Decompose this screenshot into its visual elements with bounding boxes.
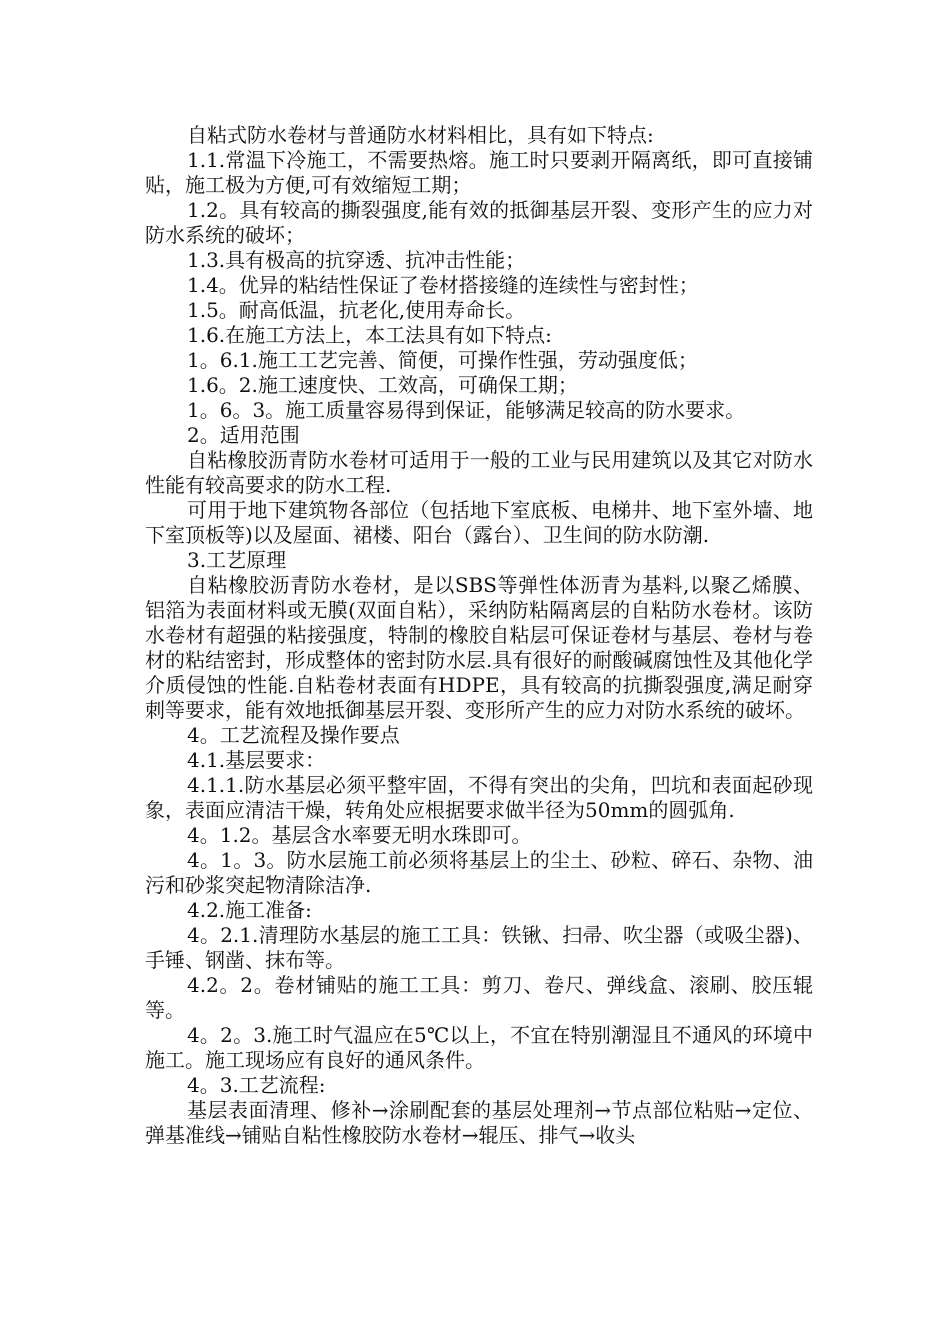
- document-body: [145, 123, 813, 1148]
- paragraph: 1.2。具有较高的撕裂强度,能有效的抵御基层开裂、变形产生的应力对防水系统的破坏；: [145, 198, 813, 247]
- paragraph: 4.2.施工准备:: [187, 898, 312, 922]
- paragraph: 4.1.1.防水基层必须平整牢固，不得有突出的尖角，凹坑和表面起砂现象，表面应清洁干燥，转角处应根据要求做半径为50mm的圆弧角.: [145, 773, 813, 822]
- paragraph: 自粘橡胶沥青防水卷材，是以SBS等弹性体沥青为基料,以聚乙烯膜、铝箔为表面材料或无膜(双面自粘），采纳防粘隔离层的自粘防水卷材。该防水卷材有超强的粘接强度，特制的橡胶自粘层可保证卷材与基层、卷材与卷材的粘结密封，形成整体的密封防水层.具有很好的耐酸碱腐蚀性及其他化学介质侵蚀的性能.自粘卷材表面有HDPE，具有较高的抗撕裂强度,满足耐穿刺等要求，能有效地抵御基层开裂、变形所产生的应力对防水系统的破坏。: [145, 573, 813, 722]
- section-heading: 4。工艺流程及操作要点: [187, 723, 400, 747]
- paragraph: 1.1.常温下冷施工，不需要热熔。施工时只要剥开隔离纸，即可直接铺贴，施工极为方便,可有效缩短工期；: [145, 148, 813, 197]
- paragraph: 基层表面清理、修补→涂刷配套的基层处理剂→节点部位粘贴→定位、弹基准线→铺贴自粘性橡胶防水卷材→辊压、排气→收头: [145, 1098, 813, 1147]
- paragraph: 4。3.工艺流程:: [187, 1073, 326, 1097]
- paragraph: 1.6.在施工方法上，本工法具有如下特点:: [187, 323, 552, 347]
- section-heading: 2。适用范围: [187, 423, 300, 447]
- paragraph: 自粘橡胶沥青防水卷材可适用于一般的工业与民用建筑以及其它对防水性能有较高要求的防水工程.: [145, 448, 813, 497]
- paragraph: 自粘式防水卷材与普通防水材料相比，具有如下特点:: [187, 123, 654, 147]
- paragraph: 4。2.1.清理防水基层的施工工具：铁锹、扫帚、吹尘器（或吸尘器)、手锤、钢凿、抹布等。: [145, 923, 813, 972]
- paragraph: 1.4。优异的粘结性保证了卷材搭接缝的连续性与密封性；: [187, 273, 699, 297]
- section-heading: 3.工艺原理: [187, 548, 287, 572]
- paragraph: 1.3.具有极高的抗穿透、抗冲击性能；: [187, 248, 526, 272]
- paragraph: 1。6。3。施工质量容易得到保证，能够满足较高的防水要求。: [187, 398, 746, 422]
- paragraph: 4。1。3。防水层施工前必须将基层上的尘土、砂粒、碎石、杂物、油污和砂浆突起物清除洁净.: [145, 848, 813, 897]
- paragraph: 4.1.基层要求：: [187, 748, 326, 772]
- paragraph: 4。2。3.施工时气温应在5℃以上，不宜在特别潮湿且不通风的环境中施工。施工现场应有良好的通风条件。: [145, 1023, 813, 1072]
- paragraph: 4.2。2。卷材铺贴的施工工具：剪刀、卷尺、弹线盒、滚刷、胶压辊等。: [145, 973, 813, 1022]
- paragraph: 1.5。耐高低温，抗老化,使用寿命长。: [187, 298, 526, 322]
- paragraph: 可用于地下建筑物各部位（包括地下室底板、电梯井、地下室外墙、地下室顶板等)以及屋面、裙楼、阳台（露台）、卫生间的防水防潮.: [145, 498, 813, 547]
- paragraph: 4。1.2。基层含水率要无明水珠即可。: [187, 823, 532, 847]
- paragraph: 1。6.1.施工工艺完善、简便，可操作性强，劳动强度低；: [187, 348, 698, 372]
- paragraph: 1.6。2.施工速度快、工效高，可确保工期；: [187, 373, 578, 397]
